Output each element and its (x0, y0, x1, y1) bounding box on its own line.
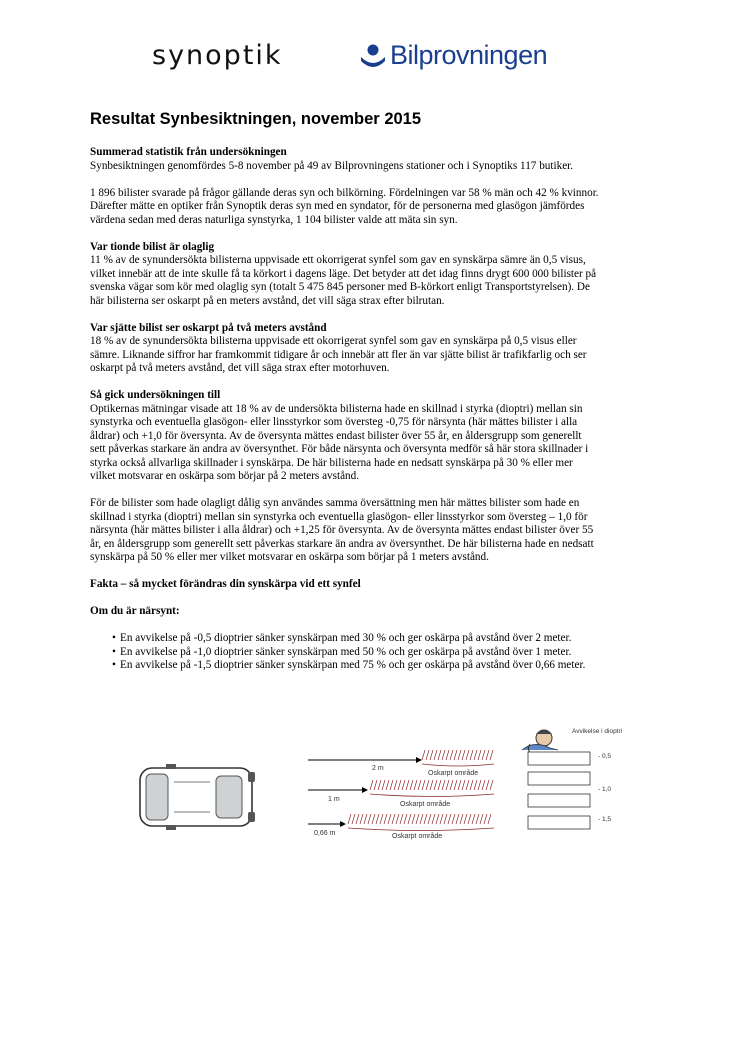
distance-label: 2 m (372, 765, 384, 772)
section-heading: Fakta – så mycket förändras din synskärpa vid ett synfel (90, 578, 361, 590)
distance-line-1m (308, 780, 494, 808)
paragraph-line: Därefter mätte en optiker från Synoptik deras syn med en syndator, för de personerna med glasögon jämfördes (90, 200, 585, 212)
paragraph-line: år, en åldersgrupp som generellt sett påverkas starkare än andra av översynthet. De här bilisterna hade en nedsatt (90, 537, 594, 550)
section-heading: Var sjätte bilist ser oskarpt på två meters avstånd (90, 321, 327, 334)
distance-line-066m (308, 814, 494, 840)
diopter-label: - 1,5 (598, 816, 612, 823)
bilprovningen-icon (360, 43, 386, 67)
blur-label: Oskarpt område (392, 833, 443, 840)
paragraph-line: sett påverkas starkare än andra av översynthet. För både närsynta och översynta medför så här stora skillnader i (90, 443, 589, 455)
paragraph-line: vilket innebär att de inte skulle få ta körkort i dagens läge. Det betyder att det idag finns drygt 600 000 bilister på (90, 267, 597, 280)
list-item: • En avvikelse på -1,0 dioptrier sänker synskärpan med 50 % och ger oskärpa på avstånd över 1 meter. (90, 646, 670, 660)
paragraph-line: skillnad i styrka (dioptri) mellan sin synstyrka och eventuella glasögon- eller linsstyrkor som översteg – 1,0 för (90, 510, 588, 523)
blur-label: Oskarpt område (400, 801, 451, 808)
paragraph-line: här bilisterna ser oskarpt på en meters avstånd, det vill säga strax efter bilrutan. (90, 294, 445, 307)
paragraph-line: närsynta (här mättes bilister i alla åldrar) och +1,25 för översynta. Av de översynta mättes endast bilister över 55 (90, 524, 594, 536)
vision-illustration (130, 724, 650, 854)
distance-line-2m (308, 750, 494, 777)
car-icon (140, 764, 255, 830)
bilprovningen-wordmark: Bilprovningen (390, 39, 548, 70)
page-title: Resultat Synbesiktningen, november 2015 (90, 110, 422, 128)
distance-label: 1 m (328, 796, 340, 803)
section-heading: Så gick undersökningen till (90, 389, 221, 401)
paragraph-line: 11 % av de synundersökta bilisterna uppvisade ett okorrigerat synfel som gav en synskärpa sämre än 0,5 visus, (90, 254, 586, 266)
distance-label: 0,66 m (314, 830, 336, 837)
paragraph-line: För de bilister som hade olagligt dålig syn användes samma översättning men här mättes bilister som hade en (90, 497, 580, 509)
paragraph-line: svenska vägar som kör med olaglig syn (totalt 5 475 845 personer med B-körkort enligt Transportstyrelsen). De (90, 281, 590, 293)
paragraph-line: värdena sedan med deras naturliga synstyrka, 1 104 bilister valde att mäta sin syn. (90, 213, 458, 226)
diopter-label: - 0,5 (598, 753, 612, 760)
document-body (90, 146, 670, 673)
bullet-list (90, 632, 670, 673)
paragraph-line: synskärpa på 50 % eller mer vilket motsvarar en oskärpa som börjar på 1 meters avstånd. (90, 551, 489, 563)
paragraph-line: 1 896 bilister svarade på frågor gällande deras syn och bilkörning. Fördelningen var 58 % män och 42 % kvinnor. (90, 186, 599, 199)
chart-title: Avvikelse i dioptri (572, 728, 623, 735)
logo-header (0, 36, 746, 76)
synoptik-logo: synoptik (152, 40, 283, 71)
paragraph-line: sämre. Liknande siffror har framkommit tidigare år och innebär att fler än var sjätte bilist är trafikfarlig och ser (90, 348, 587, 361)
section-heading: Var tionde bilist är olaglig (90, 240, 215, 253)
bilprovningen-logo (360, 38, 547, 72)
paragraph-line: synstyrka och eventuella glasögon- eller linsstyrkor som översteg -0,75 för närsynta (här mättes bilister i alla (90, 416, 578, 428)
section-heading: Om du är närsynt: (90, 605, 180, 617)
person-icon (522, 730, 558, 754)
section-heading: Summerad statistik från undersökningen (90, 146, 287, 158)
diopter-label: - 1,0 (598, 786, 612, 793)
paragraph-line: oskarpt på två meters avstånd, det vill säga strax efter motorhuven. (90, 362, 390, 374)
paragraph-line: 18 % av de synundersökta bilisterna uppvisade ett okorrigerat synfel som gav en synskärpa på 0,5 visus eller (90, 335, 577, 347)
paragraph-line: styrka också allvarliga skillnader i synskärpa. De här bilisterna hade en nedsatt synskärpa på 30 % eller mer (90, 456, 573, 469)
blur-label: Oskarpt område (428, 770, 479, 777)
paragraph-line: vilket motsvarar en oskärpa som börjar på 2 meters avstånd. (90, 470, 360, 482)
paragraph-line: Synbesiktningen genomfördes 5-8 november på 49 av Bilprovningens stationer och i Synoptiks 117 butiker. (90, 159, 574, 172)
paragraph-line: åldrar) och +1,0 för översynta. Av de översynta mättes endast bilister över 55 år, en åldersgrupp som generellt (90, 429, 582, 442)
list-item: • En avvikelse på -0,5 dioptrier sänker synskärpan med 30 % och ger oskärpa på avstånd över 2 meter. (90, 632, 670, 646)
list-item: • En avvikelse på -1,5 dioptrier sänker synskärpan med 75 % och ger oskärpa på avstånd över 0,66 meter. (90, 659, 670, 673)
paragraph-line: Optikernas mätningar visade att 18 % av de undersökta bilisterna hade en skillnad i styrka (dioptri) mellan sin (90, 402, 583, 415)
